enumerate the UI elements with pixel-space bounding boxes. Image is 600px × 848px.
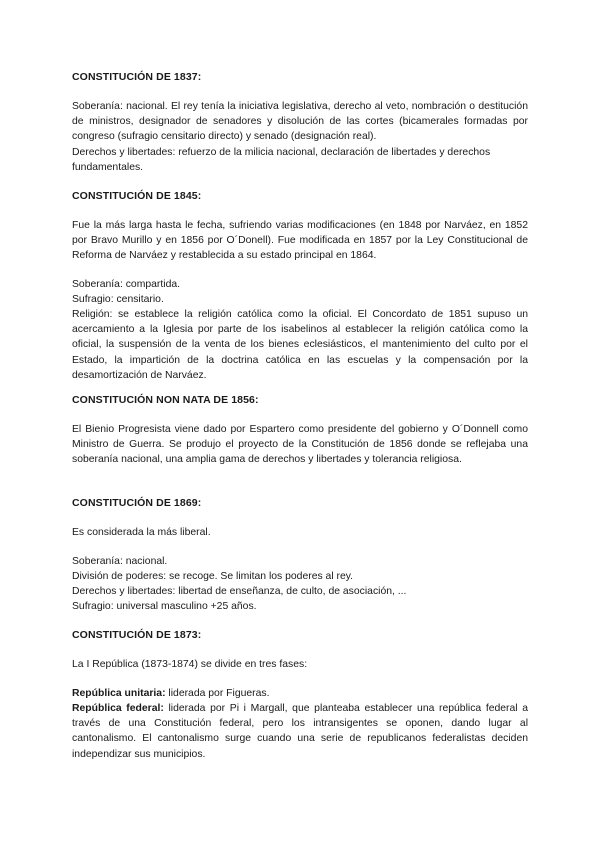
paragraph-1869-suffrage: Sufragio: universal masculino +25 años. xyxy=(72,601,257,612)
label-federal-republic: República federal: xyxy=(72,703,164,714)
section-heading-1837: CONSTITUCIÓN DE 1837: xyxy=(72,71,202,83)
paragraph-1837-sovereignty: Soberanía: nacional. El rey tenía la iniciativa legislativa, derecho al veto, nombración o destitución de ministros, designador de senadores y disolución de las cortes (bicamerales formadas por congreso (sufragio censitario directo) y senado (designación real). xyxy=(72,101,528,143)
paragraph-1869-rights: Derechos y libertades: libertad de enseñanza, de culto, de asociación, ... xyxy=(72,586,407,597)
label-unitary-republic: República unitaria: xyxy=(72,688,166,699)
paragraph-1845-sovereignty: Soberanía: compartida. xyxy=(72,279,181,290)
text-unitary-republic: liderada por Figueras. xyxy=(165,688,270,699)
paragraph-1869-intro: Es considerada la más liberal. xyxy=(72,527,211,538)
paragraph-1845-intro: Fue la más larga hasta le fecha, sufriendo varias modificaciones (en 1848 por Narváez, en 1852 por Bravo Murillo y en 1856 por O´Donell). Fue modificada en 1857 por la Ley Constitucional de Reforma de Narváez y restablecida a su estado principal en 1864. xyxy=(72,220,528,262)
text-federal-republic: liderada por Pi i Margall, que planteaba establecer una república federal a través de una Constitución federal, pero los intransigentes se oponen, dando lugar al cantonalismo. El cantonalismo surge cuando una serie de republicanos federalistas deciden independizar sus municipios. xyxy=(72,703,529,760)
paragraph-1869-sovereignty: Soberanía: nacional. xyxy=(72,556,168,567)
section-heading-1873: CONSTITUCIÓN DE 1873: xyxy=(72,629,202,641)
paragraph-1873-federal xyxy=(72,701,528,762)
paragraph-1856: El Bienio Progresista viene dado por Espartero como presidente del gobierno y O´Donnell como Ministro de Guerra. Se produjo el proyecto de la Constitución de 1856 donde se reflejaba una soberanía nacional, una amplia gama de derechos y libertades y tolerancia religiosa. xyxy=(72,424,528,466)
paragraph-1845-suffrage: Sufragio: censitario. xyxy=(72,294,164,305)
paragraph-1869-powers: División de poderes: se recoge. Se limitan los poderes al rey. xyxy=(72,571,354,582)
paragraph-1873-unitary xyxy=(72,686,528,701)
paragraph-1837-rights: Derechos y libertades: refuerzo de la milicia nacional, declaración de libertades y derechos fundamentales. xyxy=(72,147,491,174)
section-heading-1856: CONSTITUCIÓN NON NATA DE 1856: xyxy=(72,394,259,406)
paragraph-1845-religion: Religión: se establece la religión católica como la oficial. El Concordato de 1851 supuso un acercamiento a la Iglesia por parte de los isabelinos al establecer la religión católica como la oficial, la suspensión de la venta de los bienes eclesiásticos, el mantenimiento del culto por el Estado, la impartición de la doctrina católica en las escuelas y la compensación por la desamortización de Narváez. xyxy=(72,309,528,381)
section-heading-1845: CONSTITUCIÓN DE 1845: xyxy=(72,190,202,202)
paragraph-1873-intro: La I República (1873-1874) se divide en tres fases: xyxy=(72,659,308,670)
section-heading-1869: CONSTITUCIÓN DE 1869: xyxy=(72,497,202,509)
